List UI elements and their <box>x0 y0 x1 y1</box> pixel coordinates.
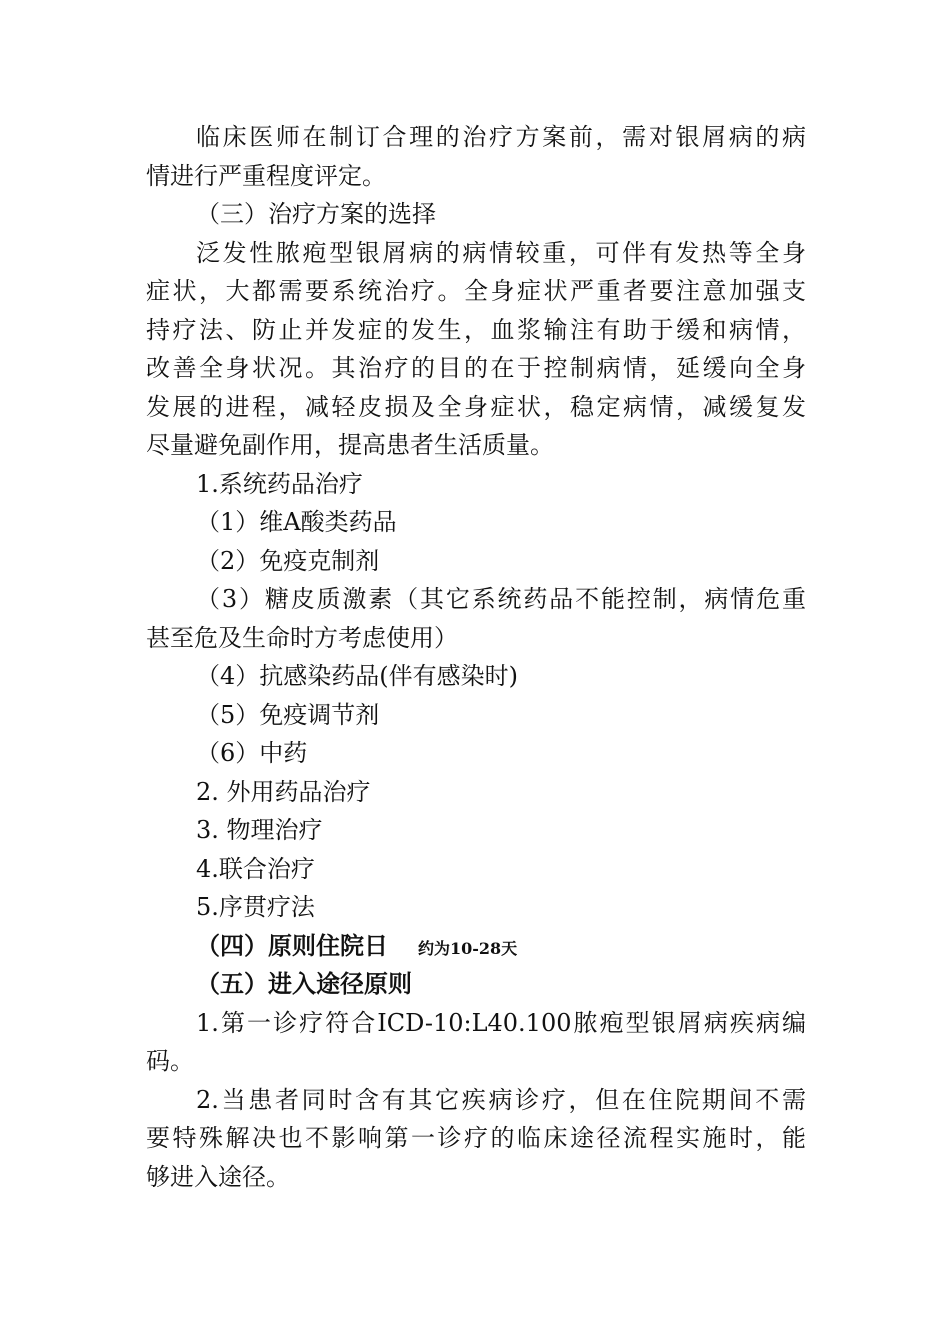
list-item: 5.序贯疗法 <box>196 893 315 921</box>
list-item: （3）糖皮质激素（其它系统药品不能控制，病情危重 <box>196 585 806 613</box>
section-heading <box>146 927 806 966</box>
paragraph-line: 码。 <box>146 1047 194 1075</box>
list-item: 3. 物理治疗 <box>196 816 323 844</box>
paragraph-line: 尽量避免副作用，提高患者生活质量。 <box>146 431 554 459</box>
list-item: 4.联合治疗 <box>196 854 315 883</box>
list-item: （6）中药 <box>196 739 308 767</box>
list-item: 1.系统药品治疗 <box>196 469 363 498</box>
paragraph-line: 甚至危及生命时方考虑使用） <box>146 623 458 652</box>
document-body <box>146 118 806 1196</box>
section-heading-note: 约为10-28天 <box>418 938 518 958</box>
paragraph-line: 持疗法、防止并发症的发生，血浆输注有助于缓和病情， <box>146 315 806 344</box>
paragraph-line: 发展的进程，减轻皮损及全身症状，稳定病情，减缓复发 <box>146 392 806 421</box>
paragraph-line: 要特殊解决也不影响第一诊疗的临床途径流程实施时，能 <box>146 1124 806 1152</box>
paragraph-line: 情进行严重程度评定。 <box>146 161 386 190</box>
paragraph-line: 改善全身状况。其治疗的目的在于控制病情，延缓向全身 <box>146 354 806 382</box>
list-item: （1）维A酸类药品 <box>196 508 397 536</box>
paragraph-line: 1.第一诊疗符合ICD-10:L40.100脓疱型银屑病疾病编 <box>196 1008 806 1037</box>
list-item: （2）免疫克制剂 <box>196 546 380 575</box>
section-heading: （三）治疗方案的选择 <box>196 200 436 228</box>
section-heading: （五）进入途径原则 <box>196 969 412 998</box>
paragraph-line: 临床医师在制订合理的治疗方案前，需对银屑病的病 <box>196 123 806 151</box>
paragraph-line: 2.当患者同时含有其它疾病诊疗，但在住院期间不需 <box>196 1085 806 1114</box>
paragraph-line: 泛发性脓疱型银屑病的病情较重，可伴有发热等全身 <box>196 238 806 267</box>
list-item: （5）免疫调节剂 <box>196 700 380 729</box>
paragraph-line: 症状，大都需要系统治疗。全身症状严重者要注意加强支 <box>146 277 806 305</box>
list-item: 2. 外用药品治疗 <box>196 777 371 806</box>
paragraph-line: 够进入途径。 <box>146 1162 290 1191</box>
section-heading-text: （四）原则住院日 <box>196 930 388 960</box>
list-item: （4）抗感染药品(伴有感染时) <box>196 662 518 690</box>
